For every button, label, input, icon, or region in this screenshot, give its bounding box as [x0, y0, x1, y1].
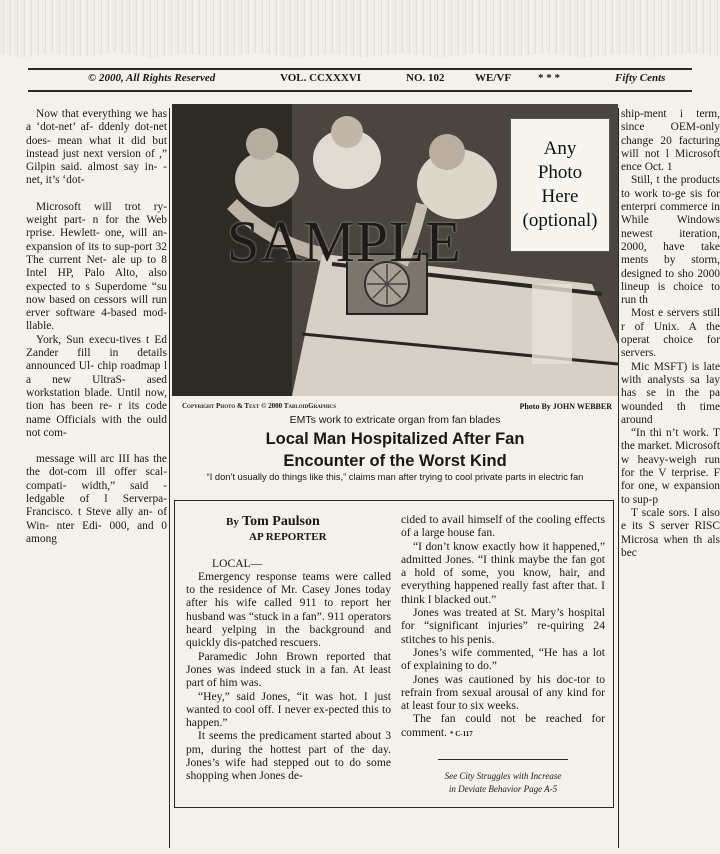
masthead-volume: VOL. CCXXXVI	[280, 72, 362, 84]
photo-caption: EMTs work to extricate organ from fan blades	[289, 414, 501, 426]
see-also-reference	[438, 759, 568, 796]
story-closing	[401, 712, 605, 741]
dateline: LOCAL—	[212, 556, 263, 570]
right-column-paragraph: T scale sors. I also e its S server RISC Microsa when th als bec	[621, 506, 720, 559]
right-column-paragraph: “In thi n’t work. T the market. Microsoft w heavy-weigh run for the V terprise. F for one, w expansion to sup-p	[621, 427, 720, 506]
left-column-paragraph: Now that everything we has a ‘dot-net’ af- ddenly dot-net does- mean what it did but instead just next version of ,” Gilpin said. almost say in- -net, it’s ‘dot-	[26, 108, 167, 187]
story-paragraph: Paramedic John Brown reported that Jones was indeed stuck in a fan. At least part of him was.	[186, 649, 391, 690]
masthead-edition: WE/VF	[475, 72, 512, 84]
left-column-paragraph: York, Sun execu-tives t Ed Zander fill in details announced Ul- chip roadmap l a new UltraS- ased workstation blade. Until now, tion has been re- r its code name Officials with the ould not com-	[26, 333, 167, 439]
masthead-bottom-rule	[28, 90, 692, 92]
headline-line-1: Local Man Hospitalized After Fan	[265, 430, 525, 448]
story-paragraph: “I don’t know exactly how it happened,” admitted Jones. “I think maybe the fan got a hold of some, you know, hair, and everything happened really fast after that. I think I blacked out.”	[401, 539, 605, 606]
see-also-line-2: in Deviate Behavior Page A-5	[448, 784, 558, 795]
photographer-credit: Photo By JOHN WEBBER	[519, 402, 612, 411]
left-column-paragraph: Microsoft will trot ry-weight part- n for the Web rprise. Hewlett- one, will an- expansion of its to sup-port 32 The current Net- ale up to 8 Intel HP, Palo Alto, also expected to s Superdome “su now based on cessors will run erver software 4-based mod- llable.	[26, 200, 167, 333]
headline	[172, 428, 618, 472]
right-column-paragraph: ship-ment i term, since OEM-only change 20 facturing will not l Microsoft ence Oct. 1	[621, 108, 720, 174]
story-paragraph: Jones was cautioned by his doc-tor to refrain from sexual arousal of any kind for at least four to six weeks.	[401, 672, 605, 713]
story-closing-mark: * C-117	[449, 729, 473, 738]
byline-by: By	[226, 516, 239, 528]
story-column-1	[186, 515, 391, 783]
right-column-paragraph: Mic MSFT) is late with analysts sa lay has se in the pa wounded th time around	[621, 360, 720, 426]
byline-author: Tom Paulson	[242, 514, 320, 529]
story-paragraph: Jones’s wife commented, “He has a lot of explaining to do.”	[401, 645, 605, 673]
story-paragraph: Emergency response teams were called to the residence of Mr. Casey Jones today after his wife called 911 to report her husband was “stuck in a fan”. 911 operators heard yelping in the background and quickly dis-patched rescuers.	[186, 569, 391, 650]
see-also-line-1: See City Struggles with Increase	[444, 771, 562, 782]
story-column-2	[401, 513, 605, 796]
right-column-paragraph: Most e servers still r of Unix. A the operat choice for servers.	[621, 307, 720, 360]
right-column-paragraph: Still, t the products to work to-ge sis for enterpri commerce in While Windows newest iteration, 2000, have take ments by storm, designed to sho 2000 lineup is choice to run th	[621, 174, 720, 307]
story-closing-text: The fan could not be reached for comment.	[401, 712, 605, 739]
right-column-text	[621, 108, 720, 848]
masthead-price: Fifty Cents	[615, 72, 666, 84]
copyright-credit: Copyright Photo & Text © 2000 TabloidGraphics	[182, 402, 337, 410]
sample-watermark: SAMPLE	[227, 209, 462, 274]
subheadline: “I don’t usually do things like this,” claims man after trying to cool private parts in electric fan	[206, 472, 584, 482]
column-divider-right	[618, 108, 619, 848]
story-paragraph-lead: cided to avail himself of the cooling effects of a large house fan.	[401, 513, 605, 540]
left-column-paragraph: message will arc III has the the dot-com ill offer scal- compati- width,” said -ledgable of l Serverpa- Francisco. t Steve ally an- of Win- nter Edi- 000, and 0 among	[26, 453, 167, 545]
story-paragraph: “Hey,” said Jones, “it was hot. I just wanted to cool off. I never ex-pected this to happen.”	[186, 689, 391, 730]
story-box	[174, 500, 614, 808]
paper-tear-edge	[0, 0, 720, 62]
story-paragraph: It seems the predicament started about 3 pm, during the hottest part of the day. Jones’s wife had stepped out to do some shopping when Jones de-	[186, 729, 391, 783]
masthead	[28, 70, 692, 88]
byline-role: AP REPORTER	[249, 531, 327, 544]
headline-line-2: Encounter of the Worst Kind	[283, 452, 507, 470]
byline	[226, 515, 391, 529]
story-paragraph: Jones was treated at St. Mary’s hospital for “significant injuries” re-quiring 24 stitches to his penis.	[401, 606, 605, 646]
column-divider-left	[169, 108, 170, 848]
photo-placeholder-box: Any Photo Here (optional)	[510, 118, 610, 252]
masthead-stars: * * *	[538, 72, 560, 84]
left-column-text	[26, 108, 167, 848]
news-photo	[172, 104, 618, 396]
masthead-copyright: © 2000, All Rights Reserved	[88, 72, 216, 84]
masthead-number: NO. 102	[406, 72, 445, 84]
